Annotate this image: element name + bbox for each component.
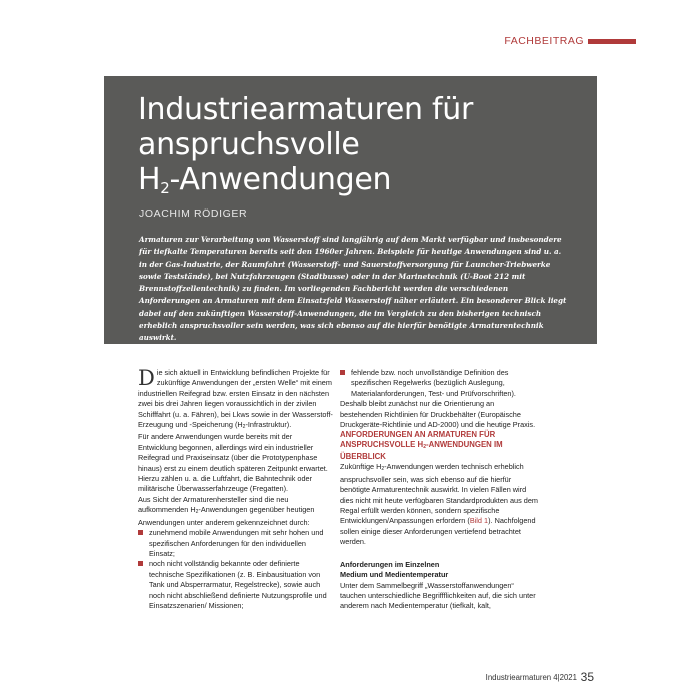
bullet-square-icon [138,530,143,535]
article-title: Industriearmaturen für anspruchsvolle $H_2$-Anwendungen [138,92,474,197]
bullet-item: noch nicht vollständig bekannte oder definierte technische Spezifikationen (z. B. Einbausituation von Tank und Absperrarmatur, Regelstrecke), sowie auch noch nicht abschließend definierte Nutzungsprofile und Einsatzszenarien/ Missionen; [138,559,333,611]
section-accent-bar [588,39,636,44]
page-number: 35 [580,670,594,684]
body-column-right [340,368,538,612]
bullet-square-icon [340,370,345,375]
journal-issue: Industriearmaturen 4|2021 [485,673,577,682]
figure-reference[interactable]: Bild 1 [469,516,489,526]
body-column-left [138,368,333,611]
section-label: FACHBEITRAG [504,35,584,47]
abstract: Armaturen zur Verarbeitung von Wasserstoff sind langjährig auf dem Markt verfügbar und insbesondere für tiefkalte Temperaturen bereits seit den 1960er Jahren. Beispiele für heutige Anwendungen sind u. a. in der Gas-Industrie, der Raumfahrt (Wasserstoff- und Sauerstoffversorgung für Launcher-Triebwerke sowie Teststände), bei Nutzfahrzeugen (Stadtbusse) oder in der Marinetechnik (U-Boot 212 mit Brennstoffzellentechnik) zu finden. Im vorliegenden Fachbericht werden die verschiedenen Anforderungen an Armaturen mit dem Einsatzfeld Wasserstoff näher erläutert. Ein besonderer Blick liegt dabei auf den zukünftigen Wasserstoff-Anwendungen, die im Vergleich zu den bisherigen technisch erheblich anspruchsvoller sein werden, was sich ebenso auf die hierfür benötigte Armaturentechnik auswirkt. [139,235,567,343]
subsubheading: Medium und Medientemperatur [340,570,449,580]
subheading: Anforderungen im Einzelnen [340,559,440,569]
bullet-item: zunehmend mobile Anwendungen mit sehr hohen und spezifischen Anforderungen für den individuellen Einsatz; [138,528,333,559]
drop-cap: D [138,366,155,390]
paragraph: Deshalb bleibt zunächst nur die Orientierung an bestehenden Richtlinien für Druckbehälter (Europäische Druckgeräte-Richtlinie und AD-2000) und die heutige Praxis. [340,399,536,430]
paragraph: Aus Sicht der Armaturenhersteller sind die neu aufkommenden $H_2$-Anwendungen gegenüber heutigen Anwendungen unter anderem gekennzeichnet durch: [138,494,315,527]
paragraph: Für andere Anwendungen wurde bereits mit der Entwicklung begonnen, allerdings wird ein industrieller Reifegrad und Praxiseinsatz (über die Prototypenphase hinaus) erst zu einem deutlich späteren Zeitpunkt erwartet. Hierzu zählen u. a. die Luftfahrt, die Bahntechnik oder militärische Überwasserfahrzeuge (Fregatten). [138,432,328,494]
author-name: JOACHIM RÖDIGER [139,208,248,220]
paragraph: Zukünftige $H_2$-Anwendungen werden technisch erheblich anspruchsvoller sein, was sich ebenso auf die hierfür benötigte Armaturentechnik auswirkt. In vielen Fällen wird dies nicht mit heute verfügbaren Standardprodukten aus dem Regal erfüllt werden können, sondern spezifische Entwicklungen/Anpassungen erfordern (Bild 1). Nachfolgend sollen einige dieser Anforderungen vertiefend betrachtet werden. [340,462,538,547]
section-heading: ANFORDERUNGEN AN ARMATUREN FÜR ANSPRUCHSVOLLE $H_2$-ANWENDUNGEN IM ÜBERBLICK [340,430,503,462]
paragraph: Unter dem Sammelbegriff „Wasserstoffanwendungen“ tauchen unterschiedliche Begriffflichkeiten auf, die sich unter anderem nach Medientemperatur (tiefkalt, kalt, [340,580,536,611]
paragraph-intro: Die sich aktuell in Entwicklung befindlichen Projekte für zukünftige Anwendungen der „ersten Welle“ mit einem industriellen Reifegrad bzw. ersten Einsatz in den nächsten zwei bis drei Jahren liegen voraussichtlich in der zivilen Schifffahrt (u. a. Fähren), bei Lkws sowie in der Wasserstoff-Erzeugung und -Speicherung $(H_2-Infrastruktur)$. [138,366,333,431]
bullet-square-icon [138,561,143,566]
bullet-item: fehlende bzw. noch unvollständige Definition des spezifischen Regelwerks (bezüglich Auslegung, Materialanforderungen, Test- und Prüfvorschriften). [340,368,538,399]
